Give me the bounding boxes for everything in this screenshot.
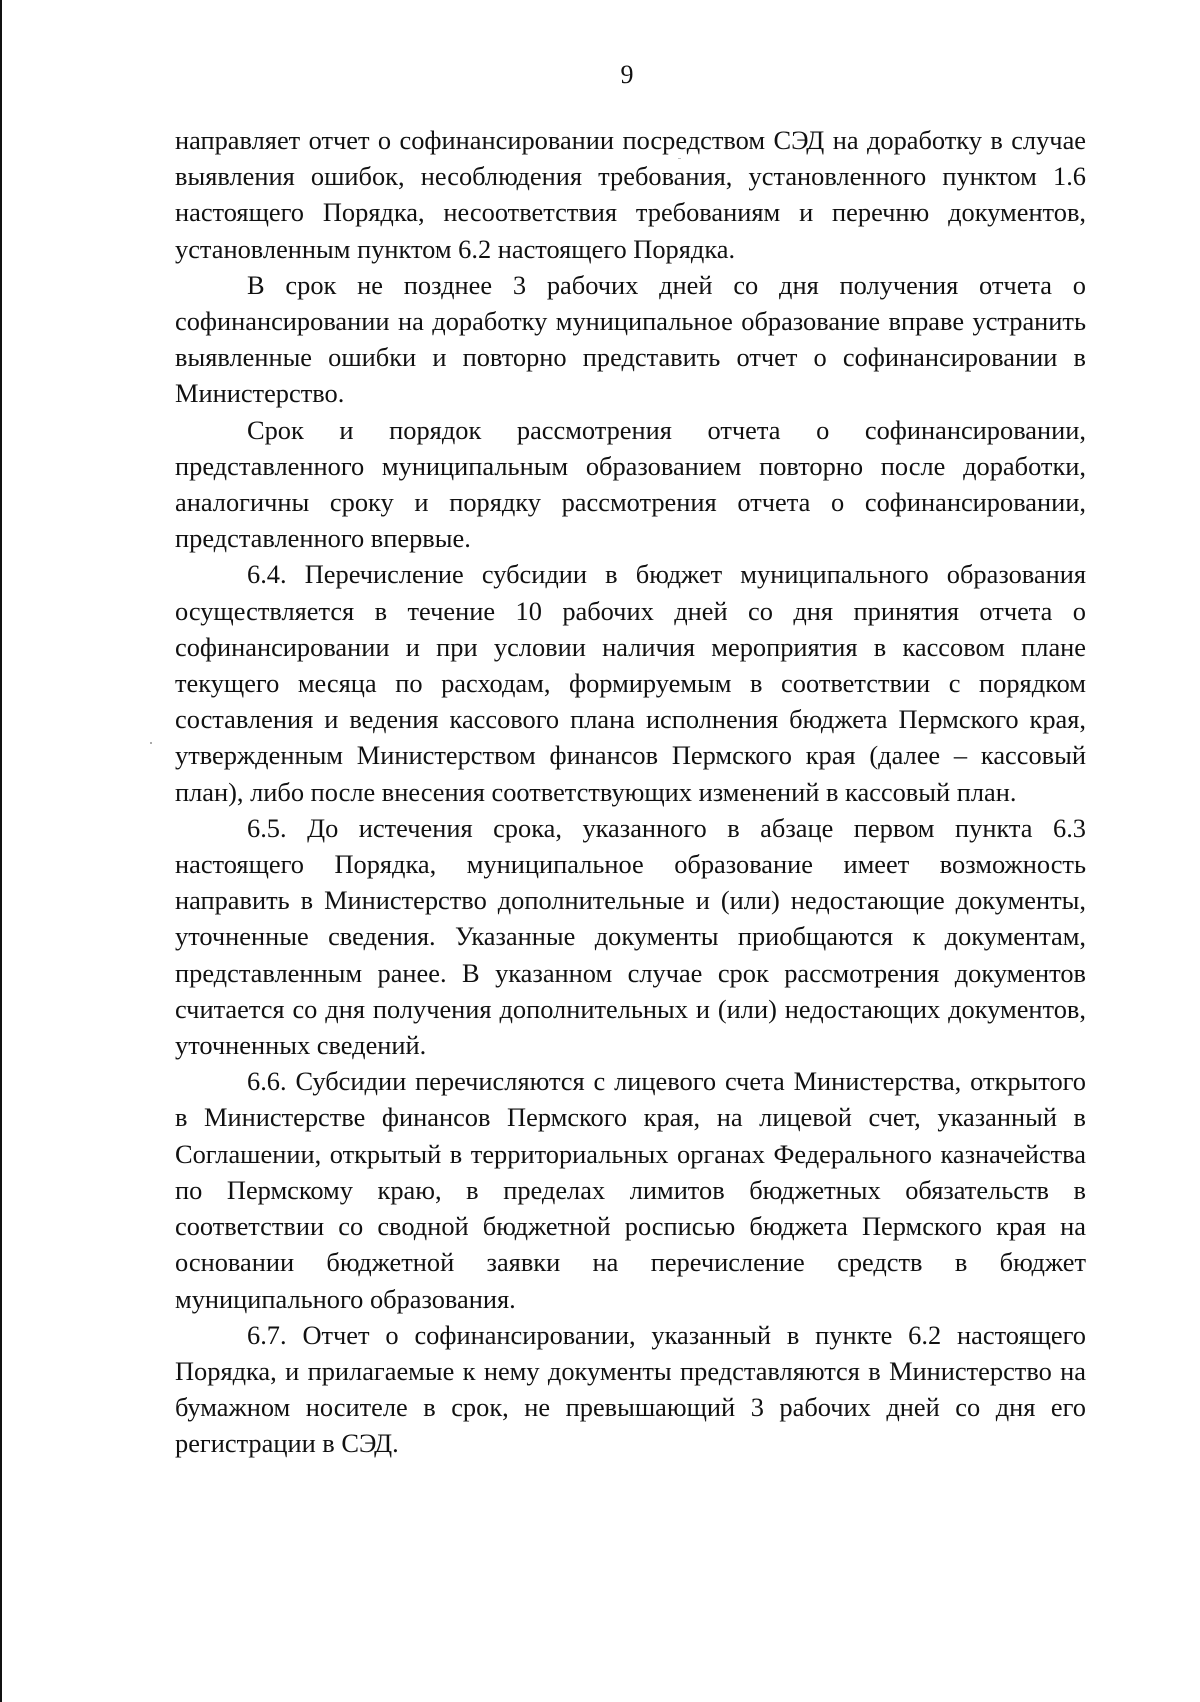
paragraph-6-5: 6.5. До истечения срока, указанного в абзаце первом пункта 6.3 настоящего Порядка, муниципальное образование имеет возможность направить в Министерство дополнительные и (или) недостающие документы, уточненные сведения. Указанные документы приобщаются к документам, представленным ранее. В указанном случае срок рассмотрения документов считается со дня получения дополнительных и (или) недостающих документов, уточненных сведений.: [175, 812, 1086, 1061]
paragraph-revision-deadline: В срок не позднее 3 рабочих дней со дня получения отчета о софинансировании на доработку муниципальное образование вправе устранить выявленные ошибки и повторно представить отчет о софинансировании в Министерство.: [175, 269, 1086, 409]
scan-speck: [150, 742, 152, 744]
paragraph-6-6: 6.6. Субсидии перечисляются с лицевого счета Министерства, открытого в Министерстве финансов Пермского края, на лицевой счет, указанный в Соглашении, открытый в территориальных органах Федерального казначейства по Пермскому краю, в пределах лимитов бюджетных обязательств в соответствии со сводной бюджетной росписью бюджета Пермского края на основании бюджетной заявки на перечисление средств в бюджет муниципального образования.: [175, 1066, 1086, 1314]
paragraph-continuation: направляет отчет о софинансировании посредством СЭД на доработку в случае выявления ошибок, несоблюдения требования, установленного пунктом 1.6 настоящего Порядка, несоответствия требованиям и перечню документов, установленным пунктом 6.2 настоящего Порядка.: [175, 125, 1086, 264]
paragraph-6-7: 6.7. Отчет о софинансировании, указанный в пункте 6.2 настоящего Порядка, и прилагаемые к нему документы представляются в Министерство на бумажном носителе в срок, не превышающий 3 рабочих дней со дня его регистрации в СЭД.: [175, 1319, 1086, 1459]
paragraph-6-4: 6.4. Перечисление субсидии в бюджет муниципального образования осуществляется в течение 10 рабочих дней со дня принятия отчета о софинансировании и при условии наличия мероприятия в кассовом плане текущего месяца по расходам, формируемым в соответствии с порядком составления и ведения кассового плана исполнения бюджета Пермского края, утвержденным Министерством финансов Пермского края (далее – кассовый план), либо после внесения соответствующих изменений в кассовый план.: [175, 559, 1086, 807]
scan-speck: [678, 158, 681, 159]
document-body: [175, 122, 1086, 1462]
page-number: 9: [620, 60, 634, 89]
paragraph-review-procedure: Срок и порядок рассмотрения отчета о софинансировании, представленного муниципальным образованием повторно после доработки, аналогичны сроку и порядку рассмотрения отчета о софинансировании, представленного впервые.: [175, 414, 1086, 554]
